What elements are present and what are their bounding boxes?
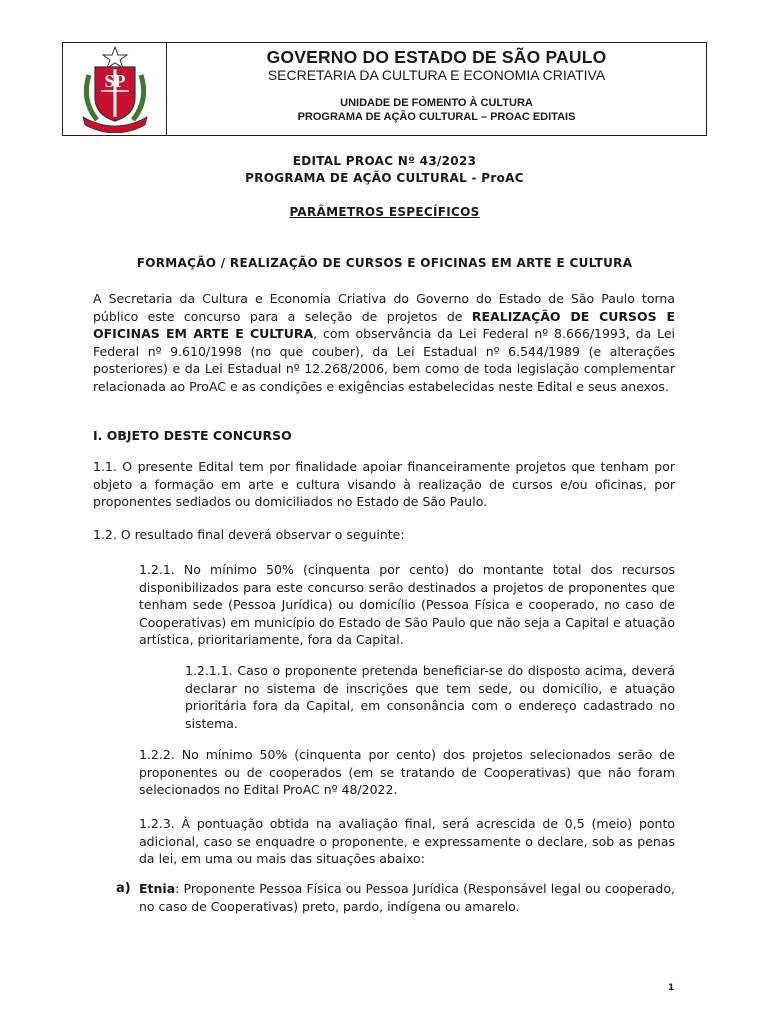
specific-parameters-heading: PARÂMETROS ESPECÍFICOS: [289, 205, 480, 219]
paragraph-1-1: 1.1. O presente Edital tem por finalidade apoiar financeiramente projetos que tenham por objeto a formação em arte e cultura visando à realização de cursos e/ou oficinas, por proponentes sediados ou domiciliados no Estado de São Paulo.: [93, 459, 675, 510]
paragraph-1-2-3: 1.2.3. À pontuação obtida na avaliação final, será acrescida de 0,5 (meio) ponto adicional, caso se enquadre o proponente, e expressamente o declare, sob as penas da lei, em uma ou mais das situações abaixo:: [139, 816, 675, 867]
sao-paulo-coat-of-arms-icon: [75, 45, 155, 133]
paragraph-1-2-1-1: 1.2.1.1. Caso o proponente pretenda beneficiar-se do disposto acima, deverá declarar no sistema de inscrições que tem sede, ou domicílio, e atuação prioritária fora da Capital, em consonância com o endereço cadastrado no sistema.: [185, 663, 675, 731]
item-a-term: Etnia: [139, 881, 176, 896]
header-titles: [167, 43, 706, 135]
section-heading-objeto: I. OBJETO DESTE CONCURSO: [93, 428, 292, 443]
seal-letters: SP: [104, 71, 126, 91]
paragraph-1-2-1: 1.2.1. No mínimo 50% (cinquenta por cento) do montante total dos recursos disponibilizados para este concurso serão destinados a projetos de proponentes que tenham sede (Pessoa Jurídica) ou domicílio (Pessoa Física e cooperado, no caso de Cooperativas) em município do Estado de São Paulo que não seja a Capital e atuação artística, prioritariamente, fora da Capital.: [139, 562, 675, 648]
item-a-text: : Proponente Pessoa Física ou Pessoa Jurídica (Responsável legal ou cooperado, no caso de Cooperativas) preto, pardo, indígena ou amarelo.: [139, 881, 675, 914]
edital-number: EDITAL PROAC Nº 43/2023: [292, 154, 477, 168]
intro-text-1: A Secretaria da Cultura e Economia Criativa do Governo do Estado de São Paulo torna público este concurso para a seleção de projetos de: [93, 291, 675, 324]
paragraph-1-2: 1.2. O resultado final deverá observar o seguinte:: [93, 527, 405, 542]
secretariat-title: SECRETARIA DA CULTURA E ECONOMIA CRIATIVA: [267, 67, 606, 83]
item-a-paragraph: [139, 880, 675, 915]
edital-program: PROGRAMA DE AÇÃO CULTURAL - ProAC: [245, 171, 524, 185]
unit-title: UNIDADE DE FOMENTO À CULTURA: [340, 97, 533, 109]
paragraph-1-2-2: 1.2.2. No mínimo 50% (cinquenta por cento) dos projetos selecionados serão de proponentes ou de cooperados (em se tratando de Cooperativas) que não foram selecionados no Edital ProAC nº 48/2022.: [139, 747, 675, 798]
intro-bold: REALIZAÇÃO DE CURSOS E OFICINAS EM ARTE E CULTURA: [93, 308, 675, 342]
page-number: 1: [668, 983, 675, 993]
program-title: PROGRAMA DE AÇÃO CULTURAL – PROAC EDITAIS: [297, 111, 576, 123]
document-header: [62, 42, 707, 136]
intro-paragraph: [93, 290, 675, 396]
edital-subject: FORMAÇÃO / REALIZAÇÃO DE CURSOS E OFICINAS EM ARTE E CULTURA: [136, 256, 633, 270]
government-title: GOVERNO DO ESTADO DE SÃO PAULO: [266, 47, 607, 67]
item-a-label: a): [116, 881, 131, 896]
seal-cell: [63, 43, 167, 135]
intro-text-2: , com observância da Lei Federal nº 8.666/1993, da Lei Federal nº 9.610/1998 (no que couber), da Lei Estadual nº 6.544/1989 (e alterações posteriores) e da Lei Estadual nº 12.268/2006, bem como de toda legislação complementar relacionada ao ProAC e as condições e exigências estabelecidas neste Edital e seus anexos.: [93, 326, 675, 394]
edital-title: [62, 153, 707, 187]
